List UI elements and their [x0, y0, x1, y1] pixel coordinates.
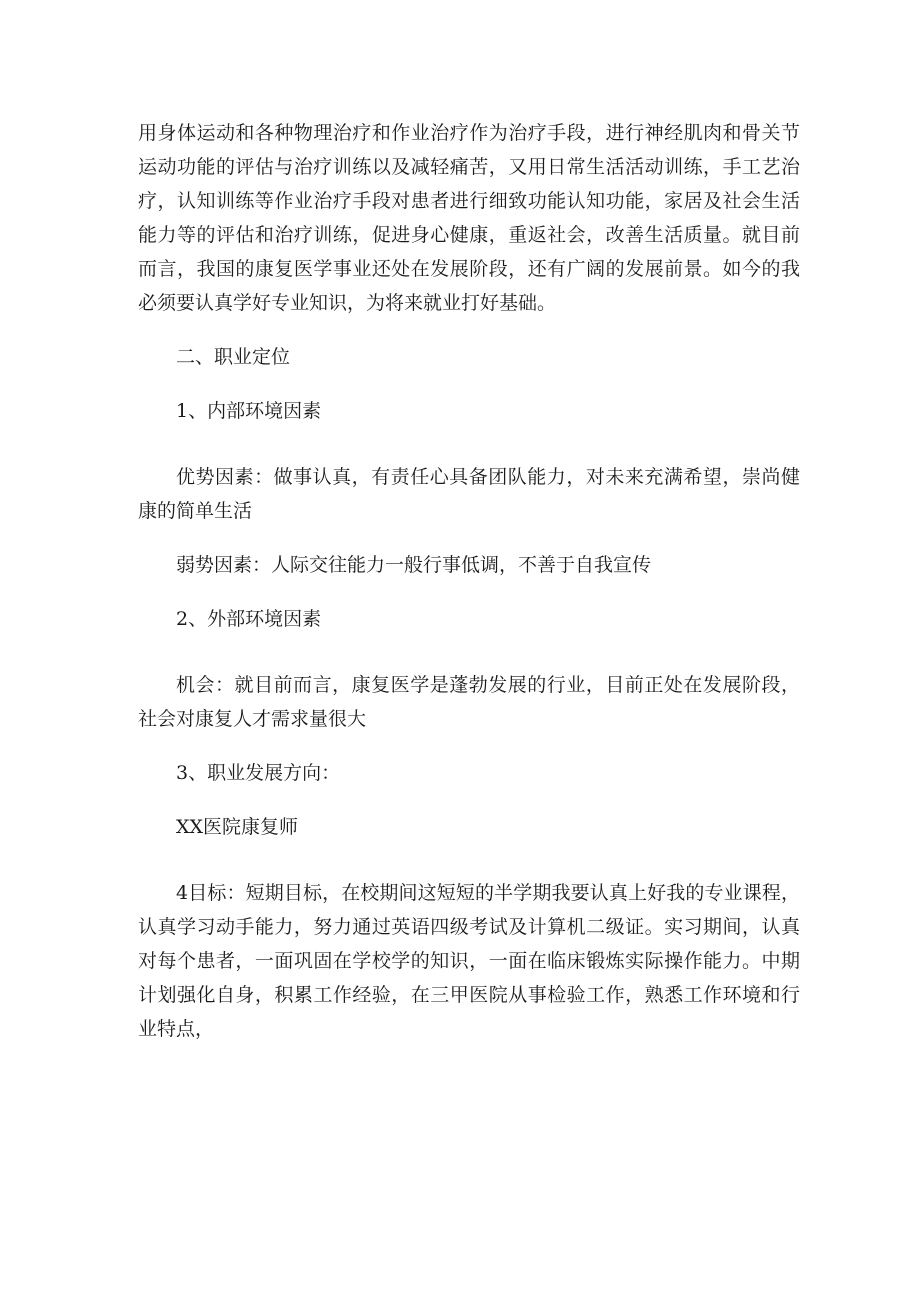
paragraph-strengths: 优势因素：做事认真，有责任心具备团队能力，对未来充满希望，崇尚健康的简单生活	[138, 466, 800, 522]
heading-internal-factors: 1、内部环境因素	[176, 400, 322, 422]
paragraph-goals: 4目标：短期目标，在校期间这短短的半学期我要认真上好我的专业课程，认真学习动手能力，努力通过英语四级考试及计算机二级证。实习期间，认真对每个患者，一面巩固在学校学的知识，一面在临床锻炼实际操作能力。中期计划强化自身，积累工作经验，在三甲医院从事检验工作，熟悉工作环境和行业特点，	[138, 882, 800, 1040]
career-direction-value: XX医院康复师	[176, 816, 299, 838]
heading-external-factors: 2、外部环境因素	[176, 608, 322, 630]
heading-career-direction: 3、职业发展方向：	[176, 762, 341, 784]
heading-career-positioning: 二、职业定位	[176, 346, 291, 368]
document-body	[138, 116, 800, 1046]
paragraph-opportunities: 机会：就目前而言，康复医学是蓬勃发展的行业，目前正处在发展阶段，社会对康复人才需求量很大	[138, 674, 800, 730]
paragraph-weaknesses: 弱势因素：人际交往能力一般行事低调，不善于自我宣传	[176, 554, 652, 576]
paragraph-intro: 用身体运动和各种物理治疗和作业治疗作为治疗手段，进行神经肌肉和骨关节运动功能的评估与治疗训练以及减轻痛苦，又用日常生活活动训练，手工艺治疗，认知训练等作业治疗手段对患者进行细致功能认知功能，家居及社会生活能力等的评估和治疗训练，促进身心健康，重返社会，改善生活质量。就目前而言，我国的康复医学事业还处在发展阶段，还有广阔的发展前景。如今的我必须要认真学好专业知识，为将来就业打好基础。	[138, 122, 800, 314]
